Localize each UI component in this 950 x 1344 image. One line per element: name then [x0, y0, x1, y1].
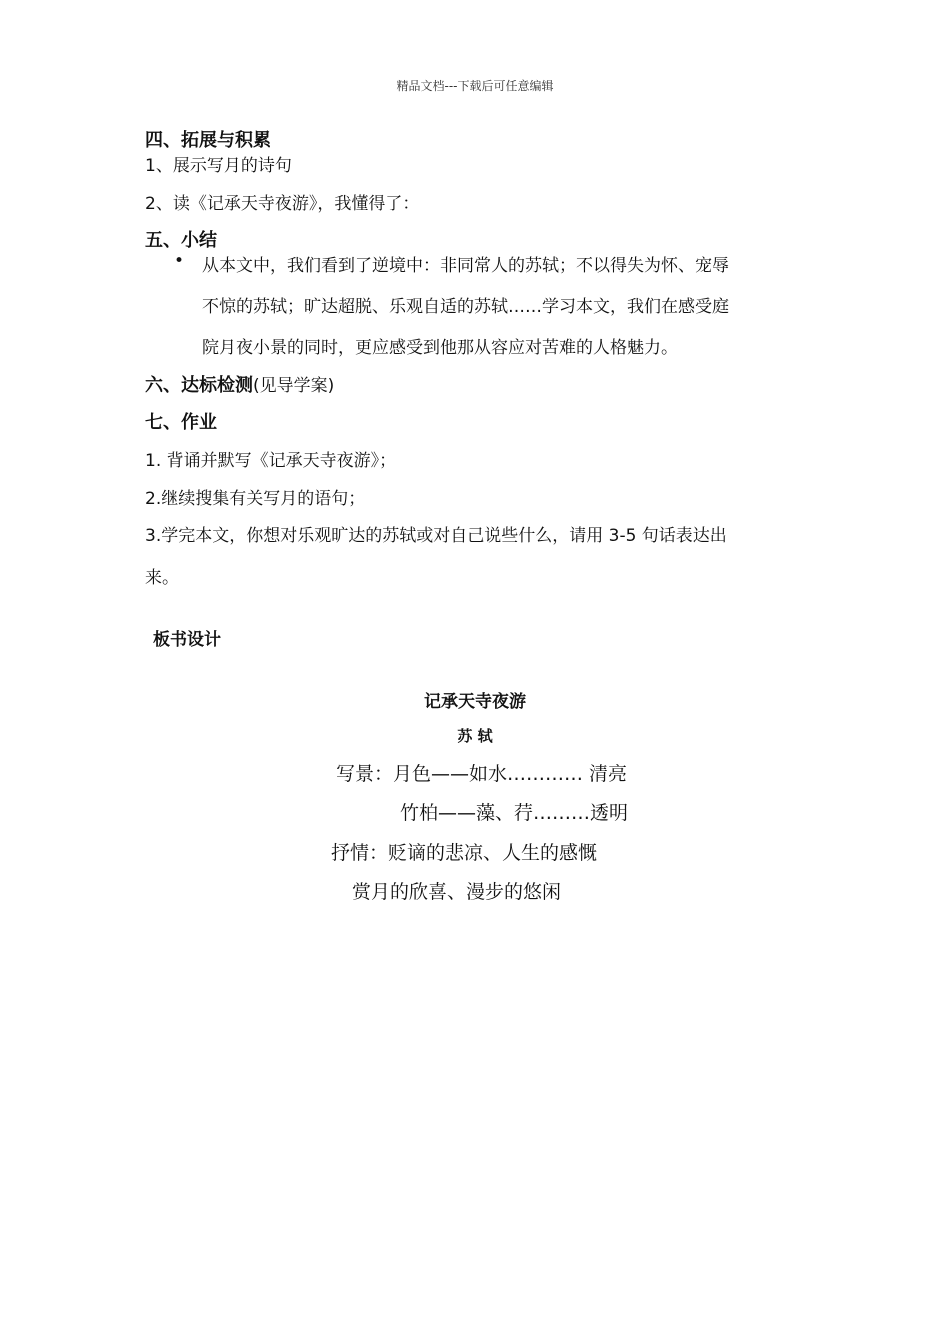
- section-4-item-2: 2、读《记承天寺夜游》，我懂得了：: [145, 194, 420, 214]
- board-line-emotion: 抒情：贬谪的悲凉、人生的感慨: [331, 842, 598, 864]
- board-line-scenery: 写景：月色——如水………… 清亮: [336, 763, 628, 785]
- section-7-heading: 七、作业: [145, 412, 217, 433]
- homework-item-2: 2.继续搜集有关写月的语句；: [145, 489, 366, 509]
- board-author: 苏 轼: [457, 727, 493, 745]
- board-line-bamboo: 竹柏——藻、荇………透明: [400, 802, 629, 824]
- board-title: 记承天寺夜游: [424, 692, 526, 712]
- summary-line-1: 从本文中，我们看到了逆境中：非同常人的苏轼；不以得失为怀、宠辱: [202, 256, 729, 276]
- bullet-icon: •: [174, 251, 185, 271]
- section-4-heading-text: 四、拓展与积累: [145, 130, 271, 151]
- homework-item-3-continued: 来。: [145, 568, 179, 588]
- board-line-moon-joy: 赏月的欣喜、漫步的悠闲: [352, 881, 562, 903]
- section-5-heading: 五、小结: [145, 230, 217, 251]
- homework-item-3: 3.学完本文，你想对乐观旷达的苏轼或对自己说些什么，请用 3-5 句话表达出: [145, 526, 727, 546]
- board-design-label: 板书设计: [153, 630, 221, 650]
- section-4-heading: [145, 126, 271, 152]
- page-header-note: 精品文档---下载后可任意编辑: [396, 79, 554, 93]
- section-4-item-1: 1、展示写月的诗句: [145, 156, 292, 176]
- summary-line-2: 不惊的苏轼；旷达超脱、乐观自适的苏轼……学习本文，我们在感受庭: [202, 297, 729, 317]
- summary-line-3: 院月夜小景的同时，更应感受到他那从容应对苦难的人格魅力。: [202, 338, 678, 358]
- section-6-heading: 六、达标检测: [145, 375, 253, 396]
- section-6: [145, 371, 334, 397]
- section-6-note: (见导学案): [253, 376, 335, 396]
- homework-item-1: 1. 背诵并默写《记承天寺夜游》；: [145, 451, 397, 471]
